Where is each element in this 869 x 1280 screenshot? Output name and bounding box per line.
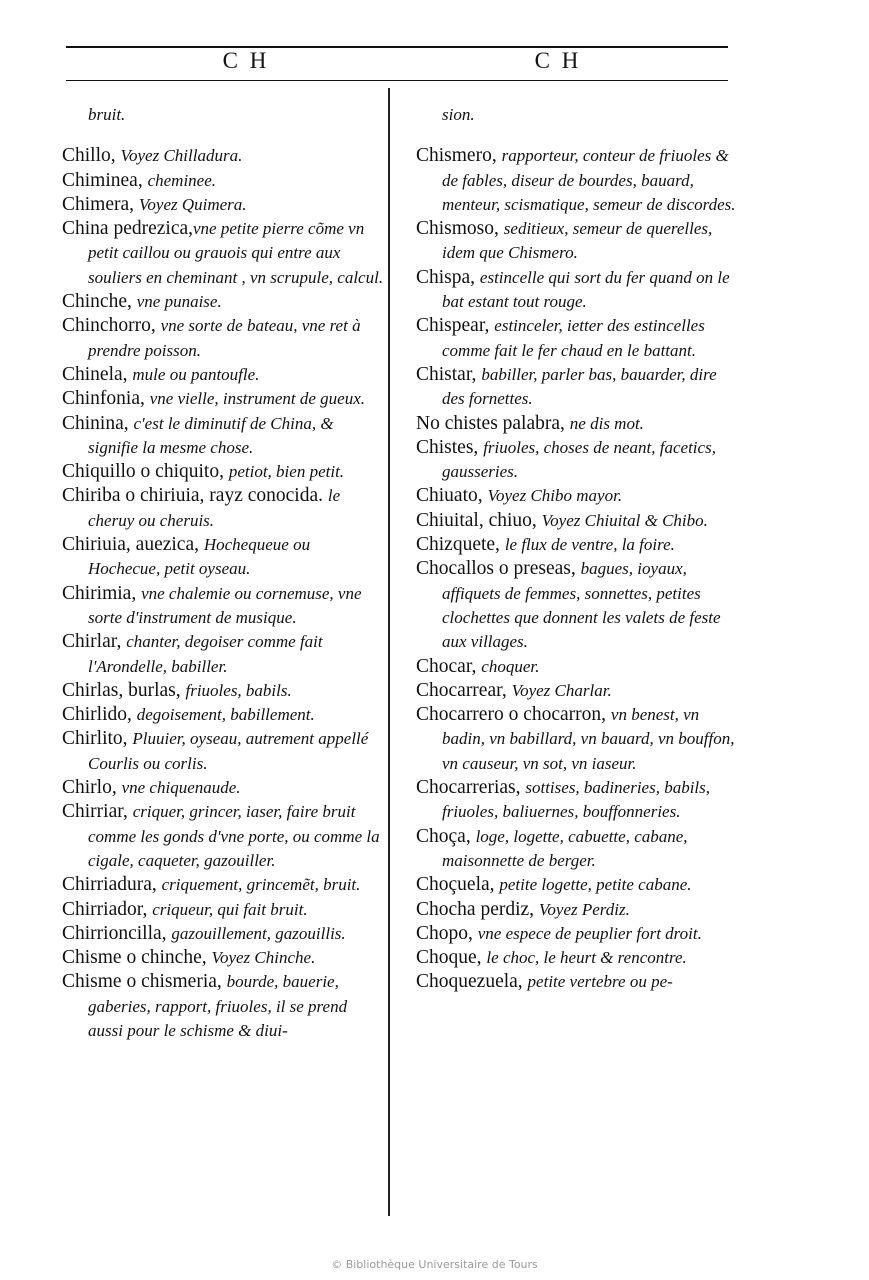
dictionary-entry [416, 509, 738, 533]
entry-definition: rapporteur, conteur de friuoles & de fables, diseur de bourdes, bauard, menteur, scismatique, semeur de discordes. [442, 146, 736, 214]
dictionary-entry [416, 655, 738, 679]
dictionary-entry [62, 144, 384, 168]
entry-definition: bagues, ioyaux, affiquets de femmes, sonnettes, petites clochettes que donnent les valets de feste aux villages. [442, 559, 721, 652]
entry-headword: Chiuital, chiuo, [416, 509, 542, 531]
entry-headword: Chocallos o preseas, [416, 558, 581, 580]
entry-definition: chanter, degoiser comme fait l'Arondelle, babiller. [88, 632, 323, 676]
entry-definition: loge, logette, cabuette, cabane, maisonnette de berger. [442, 826, 688, 870]
entry-definition: vne chalemie ou cornemuse, vne sorte d'instrument de musique. [88, 583, 362, 627]
entry-definition: vne petite pierre cõme vn petit caillou ou grauois qui entre aux souliers en cheminant , vn scrupule, calcul. [88, 219, 384, 287]
entry-definition: vn benest, vn badin, vn babillard, vn bauard, vn bouffon, vn causeur, vn sot, vn iaseur. [442, 705, 735, 773]
dictionary-entry [416, 825, 738, 874]
library-credit: © Bibliothèque Universitaire de Tours [331, 1258, 538, 1271]
dictionary-entry [62, 582, 384, 631]
entry-headword: Chirlido, [62, 704, 137, 726]
entry-headword: Chinina, [62, 412, 134, 434]
entry-definition: babiller, parler bas, bauarder, dire des fornettes. [442, 364, 717, 409]
entry-definition: Voyez Chilladura. [120, 146, 243, 166]
dictionary-entry [416, 266, 738, 315]
entry-headword: Chisme o chinche, [62, 947, 212, 969]
entry-headword: Chiriuia, auezica, [62, 534, 204, 556]
entry-definition: Voyez Perdiz. [538, 899, 630, 919]
dictionary-entry [416, 217, 738, 266]
entry-headword: Chopo, [416, 922, 478, 944]
entry-definition: le cheruy ou cheruis. [88, 486, 341, 530]
dictionary-entry [62, 946, 384, 970]
entry-headword: Chinfonia, [62, 388, 150, 410]
entry-definition: ne dis mot. [569, 413, 644, 433]
entry-definition: criquement, grincemẽt, bruit. [161, 875, 361, 895]
running-head-right: C H [534, 48, 582, 73]
entry-definition: vne espece de peuplier fort droit. [477, 923, 702, 943]
entry-definition: criqueur, qui fait bruit. [152, 899, 308, 919]
entry-definition: seditieux, semeur de querelles, idem que Chismero. [442, 219, 713, 263]
dictionary-entry [416, 436, 738, 485]
entry-definition: sion. [442, 105, 475, 124]
entry-headword: Chocarrero o chocarron, [416, 704, 611, 726]
entry-definition: mule ou pantoufle. [132, 364, 260, 384]
entry-definition: petite vertebre ou pe- [527, 972, 673, 992]
entry-headword: Chinchorro, [62, 315, 161, 337]
entry-headword: Chillo, [62, 145, 121, 167]
entry-headword: Chirlar, [62, 631, 127, 653]
dictionary-entry [62, 679, 384, 703]
entry-headword: No chistes palabra, [416, 412, 570, 434]
dictionary-entry [416, 703, 738, 776]
entry-headword: Chiminea, [62, 169, 148, 191]
dictionary-entry [62, 290, 384, 314]
entry-headword: Chirlas, burlas, [62, 679, 186, 701]
dictionary-entry [416, 873, 738, 897]
dictionary-entry [416, 776, 738, 825]
entry-definition: le flux de ventre, la foire. [504, 535, 675, 555]
dictionary-entry [416, 363, 738, 412]
entry-definition: cheminee. [147, 170, 217, 190]
dictionary-entry [62, 217, 384, 290]
right-column [416, 86, 738, 995]
entry-headword: Chispear, [416, 315, 495, 337]
entry-headword: Chirlo, [62, 777, 122, 799]
entry-definition: sottises, badineries, babils, friuoles, baliuernes, bouffonneries. [442, 778, 711, 822]
entry-headword: Chispa, [416, 266, 480, 288]
entry-definition: Voyez Quimera. [138, 194, 247, 214]
dictionary-entry [416, 679, 738, 703]
dictionary-entry [62, 314, 384, 363]
entry-definition: bourde, bauerie, gaberies, rapport, friuoles, il se prend aussi pour le schisme & diui- [88, 972, 348, 1040]
entry-headword: Chiuato, [416, 485, 488, 507]
entry-headword: Choçuela, [416, 874, 500, 896]
entry-definition: vne chiquenaude. [121, 778, 241, 798]
dictionary-entry [416, 103, 738, 127]
entry-headword: Choque, [416, 947, 487, 969]
entry-definition: Voyez Chibo mayor. [487, 486, 623, 506]
dictionary-entry [62, 363, 384, 387]
dictionary-entry [62, 533, 384, 582]
dictionary-entry [416, 533, 738, 557]
dictionary-entry [62, 898, 384, 922]
entry-headword: Chocarrear, [416, 679, 512, 701]
column-divider [388, 88, 390, 1216]
entry-definition: vne vielle, instrument de gueux. [149, 389, 366, 409]
entry-headword: Chirlito, [62, 728, 133, 750]
entry-headword: Chismero, [416, 145, 502, 167]
dictionary-entry [62, 873, 384, 897]
entry-headword: Chirimia, [62, 582, 142, 604]
dictionary-entry [416, 314, 738, 363]
entry-headword: Chocarrerias, [416, 777, 526, 799]
dictionary-entry [62, 484, 384, 533]
entry-headword: Chistes, [416, 436, 484, 458]
entry-definition: vne sorte de bateau, vne ret à prendre poisson. [88, 316, 361, 360]
entry-definition: Voyez Chiuital & Chibo. [541, 510, 708, 530]
entry-headword: Chirriar, [62, 801, 133, 823]
top-rule [66, 46, 728, 48]
dictionary-entry [416, 144, 738, 217]
header-rule [66, 80, 728, 81]
dictionary-entry [62, 193, 384, 217]
entry-definition: estinceler, ietter des estincelles comme fait le fer chaud en le battant. [442, 316, 705, 360]
entry-definition: Voyez Chinche. [211, 948, 316, 968]
entry-definition: degoisement, babillement. [136, 705, 315, 725]
running-head-left: C H [222, 48, 270, 73]
entry-definition: le choc, le heurt & rencontre. [486, 948, 687, 968]
dictionary-entry [62, 630, 384, 679]
entry-definition: c'est le diminutif de China, & signifie la mesme chose. [88, 413, 334, 457]
entry-definition: petiot, bien petit. [228, 462, 345, 482]
entry-headword: Choquezuela, [416, 971, 528, 993]
entry-definition: choquer. [481, 656, 540, 676]
dictionary-entry [416, 922, 738, 946]
entry-headword: Chiquillo o chiquito, [62, 461, 229, 483]
dictionary-entry [62, 412, 384, 461]
entry-definition: estincelle qui sort du fer quand on le bat estant tout rouge. [442, 267, 730, 312]
dictionary-entry [416, 557, 738, 654]
dictionary-entry [62, 727, 384, 776]
dictionary-entry [416, 484, 738, 508]
dictionary-entry [62, 103, 384, 127]
entry-headword: Chirriadura, [62, 874, 162, 896]
dictionary-entry [416, 970, 738, 994]
dictionary-entry [62, 169, 384, 193]
dictionary-entry [416, 898, 738, 922]
entry-headword: Chistar, [416, 363, 482, 385]
entry-headword: Chinche, [62, 291, 137, 313]
dictionary-entry [62, 800, 384, 873]
entry-definition: vne punaise. [136, 292, 222, 312]
dictionary-entry [416, 946, 738, 970]
entry-definition: friuoles, babils. [185, 680, 292, 700]
entry-headword: Chizquete, [416, 534, 505, 556]
entry-headword: Chismoso, [416, 218, 504, 240]
entry-headword: Chinela, [62, 363, 133, 385]
dictionary-entry [62, 922, 384, 946]
dictionary-entry [62, 387, 384, 411]
dictionary-entry [416, 412, 738, 436]
entry-headword: Chocha perdiz, [416, 898, 539, 920]
entry-headword: Chimera, [62, 193, 139, 215]
entry-definition: friuoles, choses de neant, facetics, gausseries. [442, 437, 716, 482]
entry-headword: Chisme o chismeria, [62, 971, 227, 993]
entry-definition: gazouillement, gazouillis. [171, 923, 346, 943]
dictionary-entry [62, 460, 384, 484]
entry-headword: China pedrezica, [62, 218, 194, 240]
entry-definition: Pluuier, oyseau, autrement appellé Courlis ou corlis. [88, 729, 369, 773]
entry-definition: Voyez Charlar. [511, 680, 612, 700]
entry-headword: Chiriba o chiriuia, rayz conocida. [62, 485, 328, 507]
dictionary-entry [62, 970, 384, 1043]
entry-definition: criquer, grincer, iaser, faire bruit comme les gonds d'vne porte, ou comme la cigale, caqueter, gazouiller. [88, 802, 380, 870]
entry-headword: Chocar, [416, 655, 482, 677]
entry-headword: Choça, [416, 825, 476, 847]
left-column [62, 86, 384, 1043]
entry-definition: Hochequeue ou Hochecue, petit oyseau. [88, 535, 311, 579]
entry-headword: Chirrioncilla, [62, 922, 172, 944]
entry-definition: bruit. [88, 105, 126, 124]
entry-headword: Chirriador, [62, 898, 153, 920]
dictionary-entry [62, 776, 384, 800]
entry-definition: petite logette, petite cabane. [499, 875, 692, 895]
dictionary-entry [62, 703, 384, 727]
